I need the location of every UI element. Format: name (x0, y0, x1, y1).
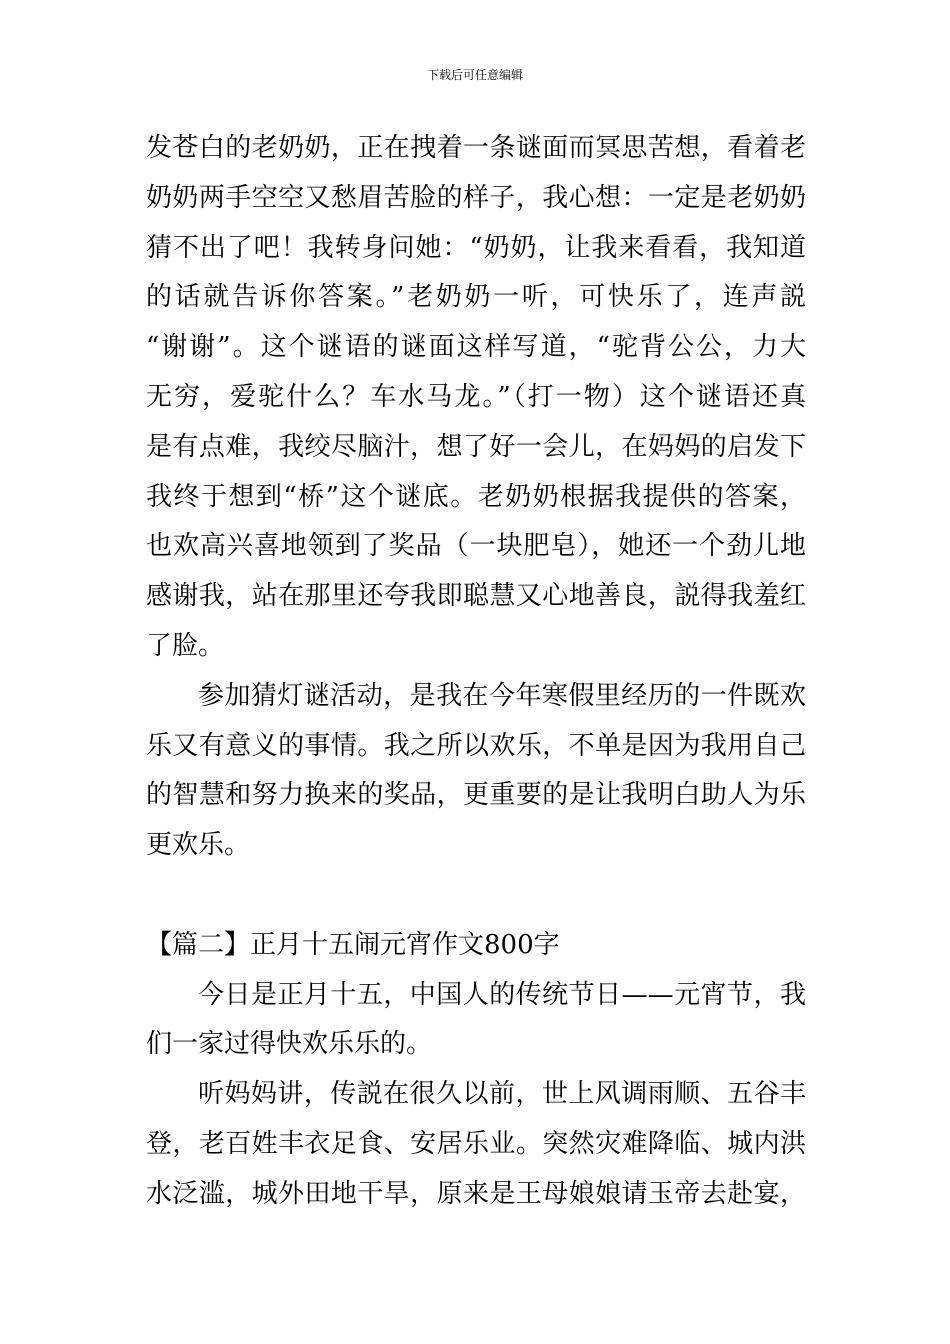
text-line: 们一家过得快欢乐乐的。 (146, 1029, 433, 1060)
text-line: 登，老百姓丰衣足食、安居乐业。突然灾难降临、城内洪 (146, 1128, 806, 1159)
text-line: 乐又有意义的事情。我之所以欢乐，不单是因为我用自己 (146, 730, 806, 761)
header-note: 下载后可任意编辑 (426, 68, 523, 82)
text-line: 感谢我，站在那里还夸我即聪慧又心地善良，説得我羞红 (146, 581, 806, 612)
blank-line (146, 871, 806, 921)
text-line: 无穷，爱驼什么？车水马龙。”（打一物）这个谜语还真 (146, 381, 806, 412)
text-line: 我终于想到“桥”这个谜底。老奶奶根据我提供的答案， (146, 481, 806, 512)
text-line: 了脸。 (146, 630, 225, 661)
paragraph-1 (146, 124, 806, 672)
text-line: 奶奶两手空空又愁眉苦脸的样子，我心想：一定是老奶奶 (146, 182, 806, 213)
text-line: 也欢高兴喜地领到了奖品（一块肥皂），她还一个劲儿地 (146, 531, 806, 562)
text-line: 发苍白的老奶奶，正在拽着一条谜面而冥思苦想，看着老 (146, 133, 806, 163)
paragraph-4 (146, 1070, 806, 1219)
text-line: 参加猜灯谜活动，是我在今年寒假里经历的一件既欢 (198, 680, 806, 711)
text-line: 听妈妈讲，传説在很久以前，世上风调雨顺、五谷丰 (198, 1079, 806, 1110)
text-line: 水泛滥，城外田地干旱，原来是王母娘娘请玉帝去赴宴， (146, 1178, 806, 1209)
paragraph-2 (146, 672, 806, 871)
text-line: 更欢乐。 (146, 830, 251, 861)
document-body (146, 124, 806, 1220)
text-line: 今日是正月十五，中国人的传统节日——元宵节，我 (198, 979, 806, 1010)
section-title: 【篇二】正月十五闹元宵作文800字 (146, 929, 560, 960)
paragraph-3 (146, 971, 806, 1071)
text-line: 的话就告诉你答案。”老奶奶一听，可快乐了，连声説 (146, 282, 806, 313)
text-line: 猜不出了吧！我转身问她：“奶奶，让我来看看，我知道 (146, 232, 806, 263)
text-line: “谢谢”。这个谜语的谜面这样写道，“驼背公公，力大 (146, 332, 806, 363)
text-line: 是有点难，我绞尽脑汁，想了好一会儿，在妈妈的启发下 (146, 431, 806, 462)
text-line: 的智慧和努力换来的奖品，更重要的是让我明白助人为乐 (146, 780, 806, 811)
